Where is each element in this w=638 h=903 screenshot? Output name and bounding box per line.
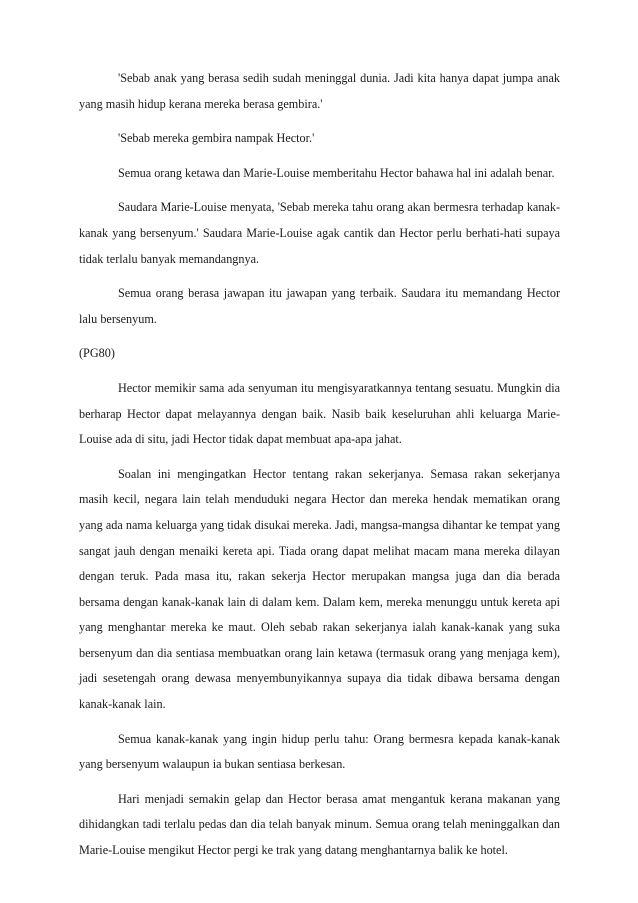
paragraph: Hector memikir sama ada senyuman itu mengisyaratkannya tentang sesuatu. Mungkin dia berharap Hector dapat melayannya dengan baik. Nasib baik keseluruhan ahli keluarga Marie-Louise ada di situ, jadi Hector tidak dapat membuat apa-apa jahat.	[79, 380, 560, 447]
paragraph: Semua orang berasa jawapan itu jawapan yang terbaik. Saudara itu memandang Hector lalu bersenyum.	[79, 286, 560, 326]
paragraph: Semua kanak-kanak yang ingin hidup perlu tahu: Orang bermesra kepada kanak-kanak yang bersenyum walaupun ia bukan sentiasa berkesan.	[79, 731, 560, 772]
paragraph: Semua orang ketawa dan Marie-Louise memberitahu Hector bahawa hal ini adalah benar.	[118, 165, 555, 180]
paragraph: Saudara Marie-Louise menyata, 'Sebab mereka tahu orang akan bermesra terhadap kanak-kanak yang bersenyum.' Saudara Marie-Louise agak cantik dan Hector perlu berhati-hati supaya tidak terlalu banyak memandangnya.	[79, 200, 560, 266]
paragraph: 'Sebab mereka gembira nampak Hector.'	[118, 131, 315, 146]
page-marker: (PG80)	[79, 346, 115, 361]
paragraph: 'Sebab anak yang berasa sedih sudah meninggal dunia. Jadi kita hanya dapat jumpa anak yang masih hidup kerana mereka berasa gembira.'	[79, 71, 560, 111]
paragraph: Soalan ini mengingatkan Hector tentang rakan sekerjanya. Semasa rakan sekerjanya masih kecil, negara lain telah menduduki negara Hector dan mereka hendak mematikan orang yang ada nama keluarga yang tidak disukai mereka. Jadi, mangsa-mangsa dihantar ke tempat yang sangat jauh dengan menaiki kereta api. Tiada orang dapat melihat macam mana mereka dilayan dengan teruk. Pada masa itu, rakan sekerja Hector merupakan mangsa juga dan dia berada bersama dengan kanak-kanak lain di dalam kem. Dalam kem, mereka menunggu untuk kereta api yang menghantar mereka ke maut. Oleh sebab rakan sekerjanya ialah kanak-kanak yang suka bersenyum dan dia sentiasa membuatkan orang lain ketawa (termasuk orang yang menjaga kem), jadi sesetengah orang dewasa menyembunyikannya supaya dia tidak dibawa bersama dengan kanak-kanak lain.	[79, 466, 560, 712]
paragraph: Hari menjadi semakin gelap dan Hector berasa amat mengantuk kerana makanan yang dihidangkan tadi terlalu pedas dan dia telah banyak minum. Semua orang telah meninggalkan dan Marie-Louise mengikut Hector pergi ke trak yang datang menghantarnya balik ke hotel.	[79, 791, 560, 858]
body-text	[79, 66, 560, 873]
